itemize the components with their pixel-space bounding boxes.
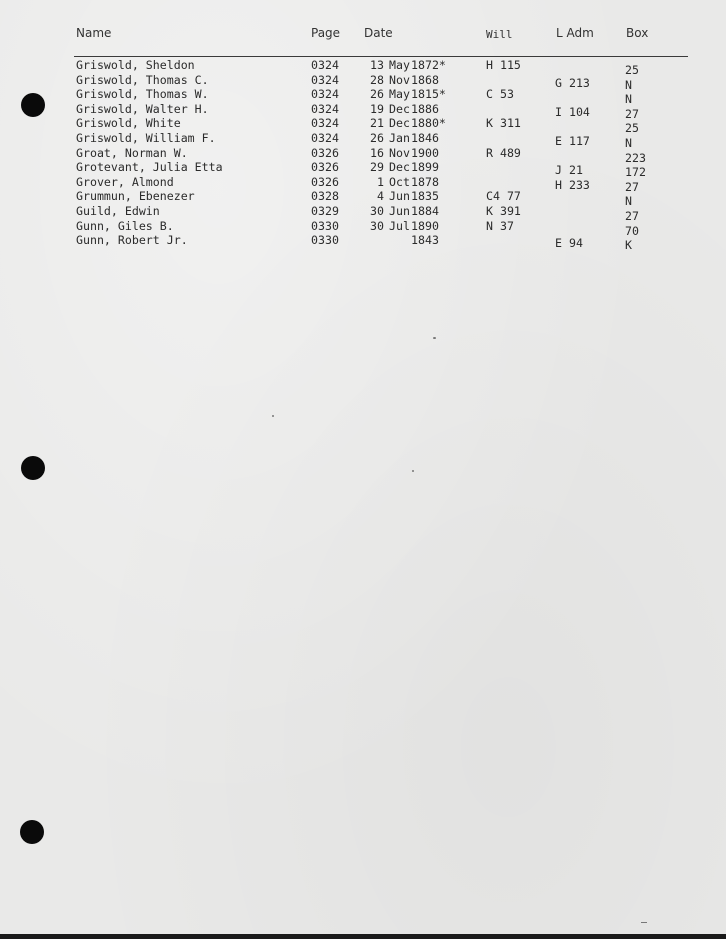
- paper-speck: [433, 337, 436, 339]
- cell-name: Grover, Almond: [76, 174, 174, 189]
- cell-day: 1: [377, 174, 384, 189]
- table-row: [0, 218, 726, 238]
- table-row: [0, 116, 726, 136]
- cell-will: C 53: [486, 87, 514, 102]
- table-row: [0, 203, 726, 223]
- cell-box: 223: [625, 150, 646, 165]
- cell-name: Guild, Edwin: [76, 203, 160, 218]
- cell-page: 0324: [311, 116, 339, 131]
- cell-l-adm: E 94: [555, 236, 583, 251]
- column-header: [0, 26, 726, 46]
- cell-page: 0324: [311, 87, 339, 102]
- cell-year: 1900: [411, 145, 439, 160]
- cell-page: 0330: [311, 218, 339, 233]
- cell-page: 0326: [311, 160, 339, 175]
- cell-l-adm: I 104: [555, 104, 590, 119]
- cell-name: Griswold, Walter H.: [76, 101, 209, 116]
- cell-will: R 489: [486, 145, 521, 160]
- cell-day: 28: [370, 72, 384, 87]
- cell-month: Jul: [389, 218, 410, 233]
- cell-name: Griswold, Sheldon: [76, 58, 195, 72]
- cell-day: 30: [370, 203, 384, 218]
- header-page: Page: [311, 26, 341, 40]
- cell-page: 0324: [311, 58, 339, 72]
- cell-year: 1872*: [411, 58, 446, 72]
- cell-page: 0328: [311, 189, 339, 204]
- cell-box: K: [625, 238, 632, 253]
- cell-page: 0324: [311, 72, 339, 87]
- cell-l-adm: G 213: [555, 75, 590, 90]
- binder-hole-middle: [21, 456, 45, 480]
- cell-month: May: [389, 58, 410, 72]
- table-row: [0, 189, 726, 209]
- cell-box: 27: [625, 179, 639, 194]
- binder-hole-bottom: [20, 820, 44, 844]
- cell-day: 19: [370, 101, 384, 116]
- header-name: Name: [76, 26, 112, 40]
- cell-month: Jun: [389, 203, 410, 218]
- table-row: [0, 58, 726, 77]
- cell-box: 27: [625, 106, 639, 121]
- cell-year: 1835: [411, 189, 439, 204]
- cell-day: 30: [370, 218, 384, 233]
- cell-year: 1846: [411, 130, 439, 145]
- table-row: [0, 160, 726, 180]
- cell-year: 1890: [411, 218, 439, 233]
- paper-speck: [412, 470, 414, 472]
- table-row: [0, 101, 726, 121]
- cell-day: 26: [370, 87, 384, 102]
- cell-page: 0326: [311, 145, 339, 160]
- cell-year: 1815*: [411, 87, 446, 102]
- cell-page: 0329: [311, 203, 339, 218]
- header-date: Date: [364, 26, 393, 40]
- cell-l-adm: J 21: [555, 163, 583, 178]
- cell-page: 0326: [311, 174, 339, 189]
- paper-speck: [272, 415, 274, 417]
- cell-box: N: [625, 92, 632, 107]
- cell-will: C4 77: [486, 189, 521, 204]
- cell-page: 0330: [311, 233, 339, 248]
- cell-year: 1843: [411, 233, 439, 248]
- cell-box: N: [625, 194, 632, 209]
- cell-day: 16: [370, 145, 384, 160]
- paper-speck: [641, 922, 647, 923]
- table-row: [0, 72, 726, 92]
- cell-name: Griswold, White: [76, 116, 181, 131]
- cell-month: Jun: [389, 189, 410, 204]
- cell-month: Dec: [389, 116, 410, 131]
- cell-month: Oct: [389, 174, 410, 189]
- cell-will: K 391: [486, 203, 521, 218]
- header-divider: [74, 56, 688, 57]
- cell-page: 0324: [311, 130, 339, 145]
- cell-year: 1880*: [411, 116, 446, 131]
- cell-name: Groat, Norman W.: [76, 145, 188, 160]
- header-l-adm: L Adm: [556, 26, 594, 40]
- cell-day: 26: [370, 130, 384, 145]
- header-box: Box: [626, 26, 649, 40]
- cell-l-adm: E 117: [555, 133, 590, 148]
- cell-month: Jan: [389, 130, 410, 145]
- cell-box: 27: [625, 208, 639, 223]
- cell-name: Griswold, Thomas C.: [76, 72, 209, 87]
- cell-name: Griswold, William F.: [76, 130, 216, 145]
- cell-box: 70: [625, 223, 639, 238]
- cell-year: 1868: [411, 72, 439, 87]
- cell-day: 4: [377, 189, 384, 204]
- table-row: [0, 87, 726, 107]
- cell-year: 1884: [411, 203, 439, 218]
- cell-month: Dec: [389, 160, 410, 175]
- cell-day: 21: [370, 116, 384, 131]
- table-row: [0, 145, 726, 165]
- cell-box: N: [625, 135, 632, 150]
- cell-year: 1886: [411, 101, 439, 116]
- cell-day: 13: [370, 58, 384, 72]
- cell-name: Grummun, Ebenezer: [76, 189, 195, 204]
- cell-month: Nov: [389, 72, 410, 87]
- cell-will: K 311: [486, 116, 521, 131]
- cell-will: H 115: [486, 58, 521, 72]
- cell-year: 1878: [411, 174, 439, 189]
- cell-name: Griswold, Thomas W.: [76, 87, 209, 102]
- cell-day: 29: [370, 160, 384, 175]
- record-table: [0, 58, 726, 253]
- table-row: [0, 174, 726, 194]
- cell-year: 1899: [411, 160, 439, 175]
- cell-month: Nov: [389, 145, 410, 160]
- cell-month: Dec: [389, 101, 410, 116]
- cell-name: Gunn, Giles B.: [76, 218, 174, 233]
- header-will: Will: [486, 28, 513, 41]
- cell-name: Grotevant, Julia Etta: [76, 160, 223, 175]
- cell-month: May: [389, 87, 410, 102]
- cell-l-adm: H 233: [555, 177, 590, 192]
- cell-box: 25: [625, 63, 639, 77]
- cell-will: N 37: [486, 218, 514, 233]
- table-row: [0, 233, 726, 253]
- table-row: [0, 130, 726, 150]
- cell-box: N: [625, 77, 632, 92]
- cell-page: 0324: [311, 101, 339, 116]
- cell-box: 172: [625, 165, 646, 180]
- scan-bottom-edge: [0, 934, 726, 939]
- cell-box: 25: [625, 121, 639, 136]
- cell-name: Gunn, Robert Jr.: [76, 233, 188, 248]
